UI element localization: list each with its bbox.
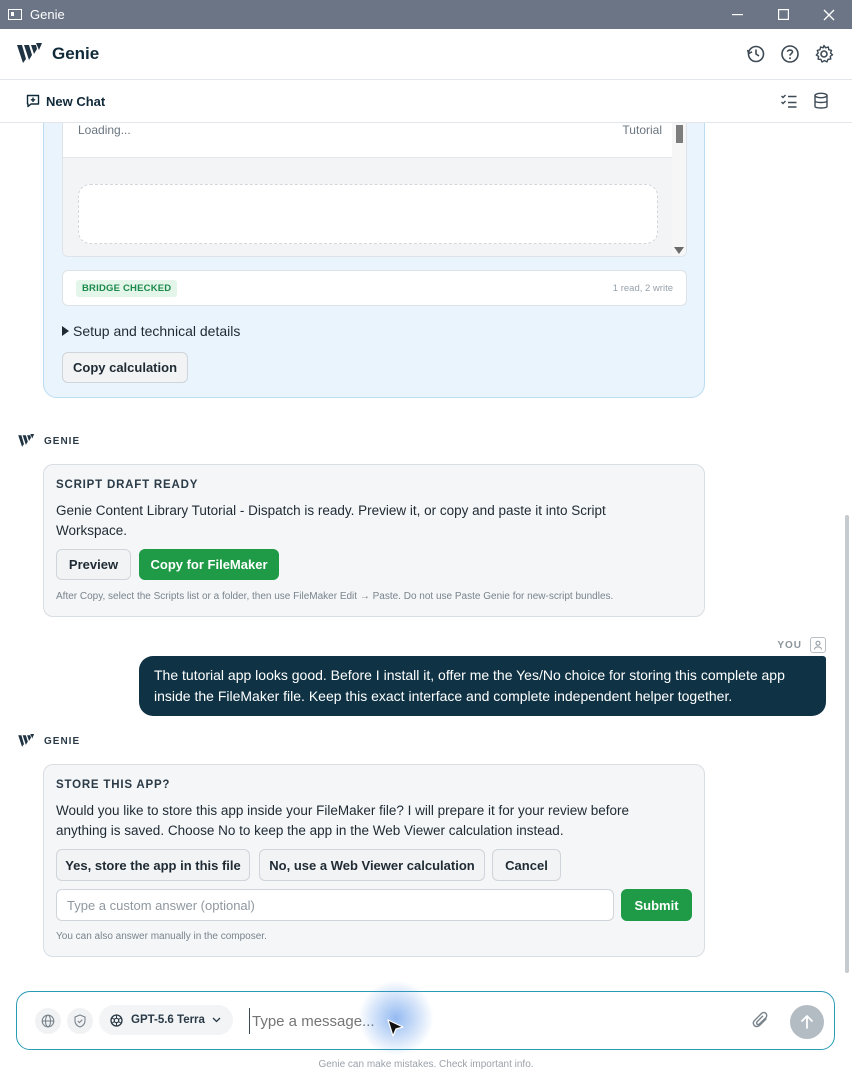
paperclip-icon	[752, 1010, 770, 1030]
script-draft-card	[43, 464, 705, 617]
app-preview[interactable]	[62, 123, 687, 257]
web-search-toggle[interactable]	[35, 1008, 61, 1034]
minimize-icon	[732, 14, 743, 16]
you-label-text: YOU	[777, 639, 802, 651]
brand-name: Genie	[52, 44, 100, 63]
settings-button[interactable]	[813, 43, 835, 65]
custom-answer-input[interactable]: Type a custom answer (optional)	[56, 889, 614, 921]
no-web-viewer-button[interactable]: No, use a Web Viewer calculation	[259, 849, 485, 881]
script-draft-note: After Copy, select the Scripts list or a folder, then use FileMaker Edit → Paste. Do not use Paste Genie for new-script bundles.	[56, 591, 614, 602]
mouse-cursor-icon	[386, 1018, 406, 1040]
store-app-body: Would you like to store this app inside your FileMaker file? I will prepare it for your review before anything is saved. Choose No to keep the app in the Web Viewer calculation instead.	[56, 803, 630, 838]
window-titlebar	[0, 0, 852, 29]
maximize-button[interactable]	[760, 0, 806, 29]
safety-toggle[interactable]	[67, 1008, 93, 1034]
script-draft-body: Genie Content Library Tutorial - Dispatch is ready. Preview it, or copy and paste it into Script Workspace.	[56, 503, 606, 538]
history-button[interactable]	[745, 43, 767, 65]
preview-button[interactable]: Preview	[56, 549, 131, 580]
database-button[interactable]	[812, 92, 830, 115]
tasks-button[interactable]	[780, 92, 798, 115]
user-avatar	[810, 637, 826, 653]
model-name: GPT-5.6 Terra	[131, 1014, 205, 1026]
chevron-down-icon	[212, 1017, 221, 1023]
close-icon	[823, 9, 835, 21]
chat-toolbar	[0, 80, 852, 123]
history-icon	[746, 44, 766, 64]
preview-tutorial-text: Tutorial	[622, 123, 662, 137]
send-button[interactable]	[790, 1005, 824, 1039]
disclaimer-text: Genie can make mistakes. Check important info.	[318, 1059, 534, 1070]
close-window-button[interactable]	[806, 0, 852, 29]
store-app-note: You can also answer manually in the composer.	[56, 931, 267, 942]
gear-icon	[814, 44, 834, 64]
new-chat-label: New Chat	[46, 93, 106, 109]
bridge-status	[62, 270, 687, 306]
openai-icon	[109, 1013, 124, 1028]
model-selector[interactable]	[99, 1005, 233, 1035]
help-icon	[780, 44, 800, 64]
scroll-down-arrow-icon[interactable]	[674, 247, 684, 254]
bridge-checked-badge: BRIDGE CHECKED	[76, 280, 177, 297]
genie-message-label	[18, 734, 80, 748]
genie-logo-icon	[18, 434, 35, 448]
user-icon	[813, 640, 823, 650]
app-window-icon	[8, 9, 22, 20]
store-app-title: STORE THIS APP?	[56, 779, 171, 791]
database-icon	[812, 92, 830, 110]
yes-store-button[interactable]: Yes, store the app in this file	[56, 849, 250, 881]
disclosure-triangle-icon	[62, 326, 69, 336]
chat-scroll-area[interactable]	[0, 123, 852, 975]
genie-label-text: GENIE	[44, 435, 81, 447]
attach-button[interactable]	[752, 1010, 770, 1035]
user-message-label	[777, 637, 826, 653]
help-button[interactable]	[779, 43, 801, 65]
preview-scroll-thumb[interactable]	[676, 125, 683, 143]
globe-icon	[41, 1014, 55, 1028]
genie-label-text: GENIE	[44, 735, 81, 747]
checklist-icon	[780, 92, 798, 110]
preview-scrollbar[interactable]	[672, 123, 686, 257]
copy-for-filemaker-button[interactable]: Copy for FileMaker	[139, 549, 279, 580]
message-input[interactable]	[249, 1008, 739, 1034]
chat-scrollbar-thumb[interactable]	[845, 515, 849, 973]
preview-loading-text: Loading...	[78, 123, 131, 137]
maximize-icon	[778, 9, 789, 20]
submit-button[interactable]: Submit	[621, 889, 692, 921]
user-message-bubble: The tutorial app looks good. Before I install it, offer me the Yes/No choice for storing this complete app inside the FileMaker file. Keep this exact interface and complete independent helper together.	[139, 656, 826, 716]
setup-details-label: Setup and technical details	[73, 323, 241, 339]
new-chat-button[interactable]	[26, 94, 105, 109]
genie-message-label	[18, 434, 80, 448]
window-title: Genie	[30, 7, 65, 22]
copy-calculation-button[interactable]: Copy calculation	[62, 352, 188, 383]
setup-details-toggle[interactable]	[62, 323, 240, 339]
shield-icon	[73, 1014, 87, 1028]
new-chat-icon	[26, 94, 40, 108]
script-draft-title: SCRIPT DRAFT READY	[56, 479, 199, 491]
genie-logo-icon	[17, 43, 43, 65]
minimize-button[interactable]	[714, 0, 760, 29]
bridge-read-write: 1 read, 2 write	[612, 283, 673, 294]
app-header	[0, 29, 852, 80]
store-app-card	[43, 764, 705, 957]
cancel-button[interactable]: Cancel	[492, 849, 561, 881]
genie-logo-icon	[18, 734, 35, 748]
calculation-card	[43, 123, 705, 398]
arrow-up-icon	[800, 1014, 814, 1030]
preview-dropzone	[78, 184, 658, 244]
